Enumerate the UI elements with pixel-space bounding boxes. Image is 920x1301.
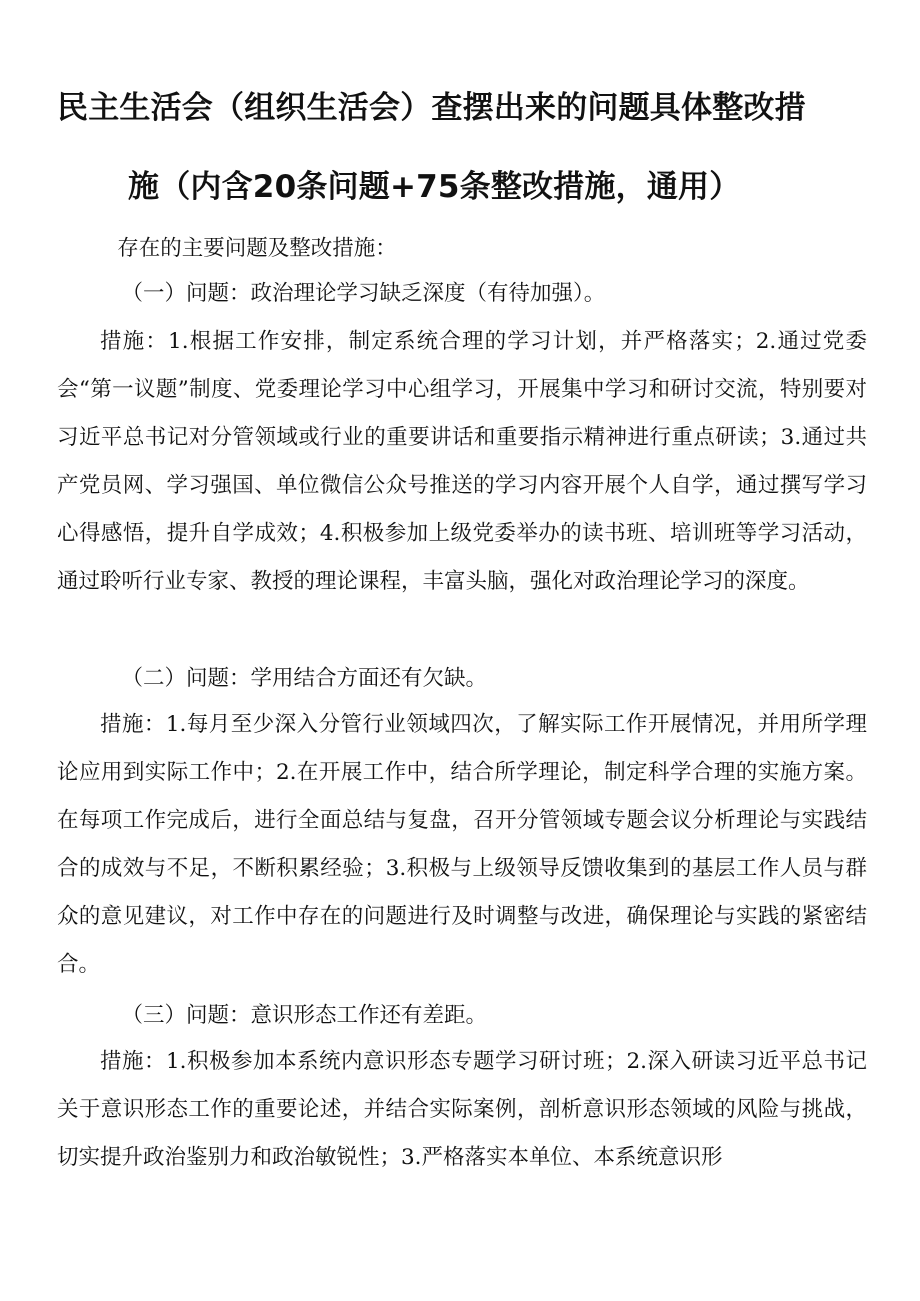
intro-text: 存在的主要问题及整改措施： (117, 236, 397, 261)
document-title-line-1: 民主生活会（组织生活会）查摆出来的问题具体整改措 (57, 90, 806, 126)
section-3-measures: 措施：1.积极参加本系统内意识形态专题学习研讨班；2.深入研读习近平总书记关于意识形态工作的重要论述，并结合实际案例，剖析意识形态领域的风险与挑战，切实提升政治鉴别力和政治敏锐性；3.严格落实本单位、本系统意识形 (57, 1049, 867, 1170)
section-2-measures: 措施：1.每月至少深入分管行业领域四次，了解实际工作开展情况，并用所学理论应用到实际工作中；2.在开展工作中，结合所学理论，制定科学合理的实施方案。在每项工作完成后，进行全面总结与复盘，召开分管领域专题会议分析理论与实践结合的成效与不足，不断积累经验；3.积极与上级领导反馈收集到的基层工作人员与群众的意见建议，对工作中存在的问题进行及时调整与改进，确保理论与实践的紧密结合。 (57, 712, 867, 977)
document-title-line-2: 施（内含20条问题+75条整改措施，通用） (128, 169, 741, 205)
section-2-heading: （二）问题：学用结合方面还有欠缺。 (121, 666, 488, 691)
section-1-heading: （一）问题：政治理论学习缺乏深度（有待加强）。 (121, 281, 606, 306)
section-3-heading: （三）问题：意识形态工作还有差距。 (121, 1003, 488, 1028)
section-1-measures: 措施：1.根据工作安排，制定系统合理的学习计划，并严格落实；2.通过党委会“第一议题”制度、党委理论学习中心组学习，开展集中学习和研讨交流，特别要对习近平总书记对分管领域或行业的重要讲话和重要指示精神进行重点研读；3.通过共产党员网、学习强国、单位微信公众号推送的学习内容开展个人自学，通过撰写学习心得感悟，提升自学成效；4.积极参加上级党委举办的读书班、培训班等学习活动，通过聆听行业专家、教授的理论课程，丰富头脑，强化对政治理论学习的深度。 (57, 329, 867, 594)
